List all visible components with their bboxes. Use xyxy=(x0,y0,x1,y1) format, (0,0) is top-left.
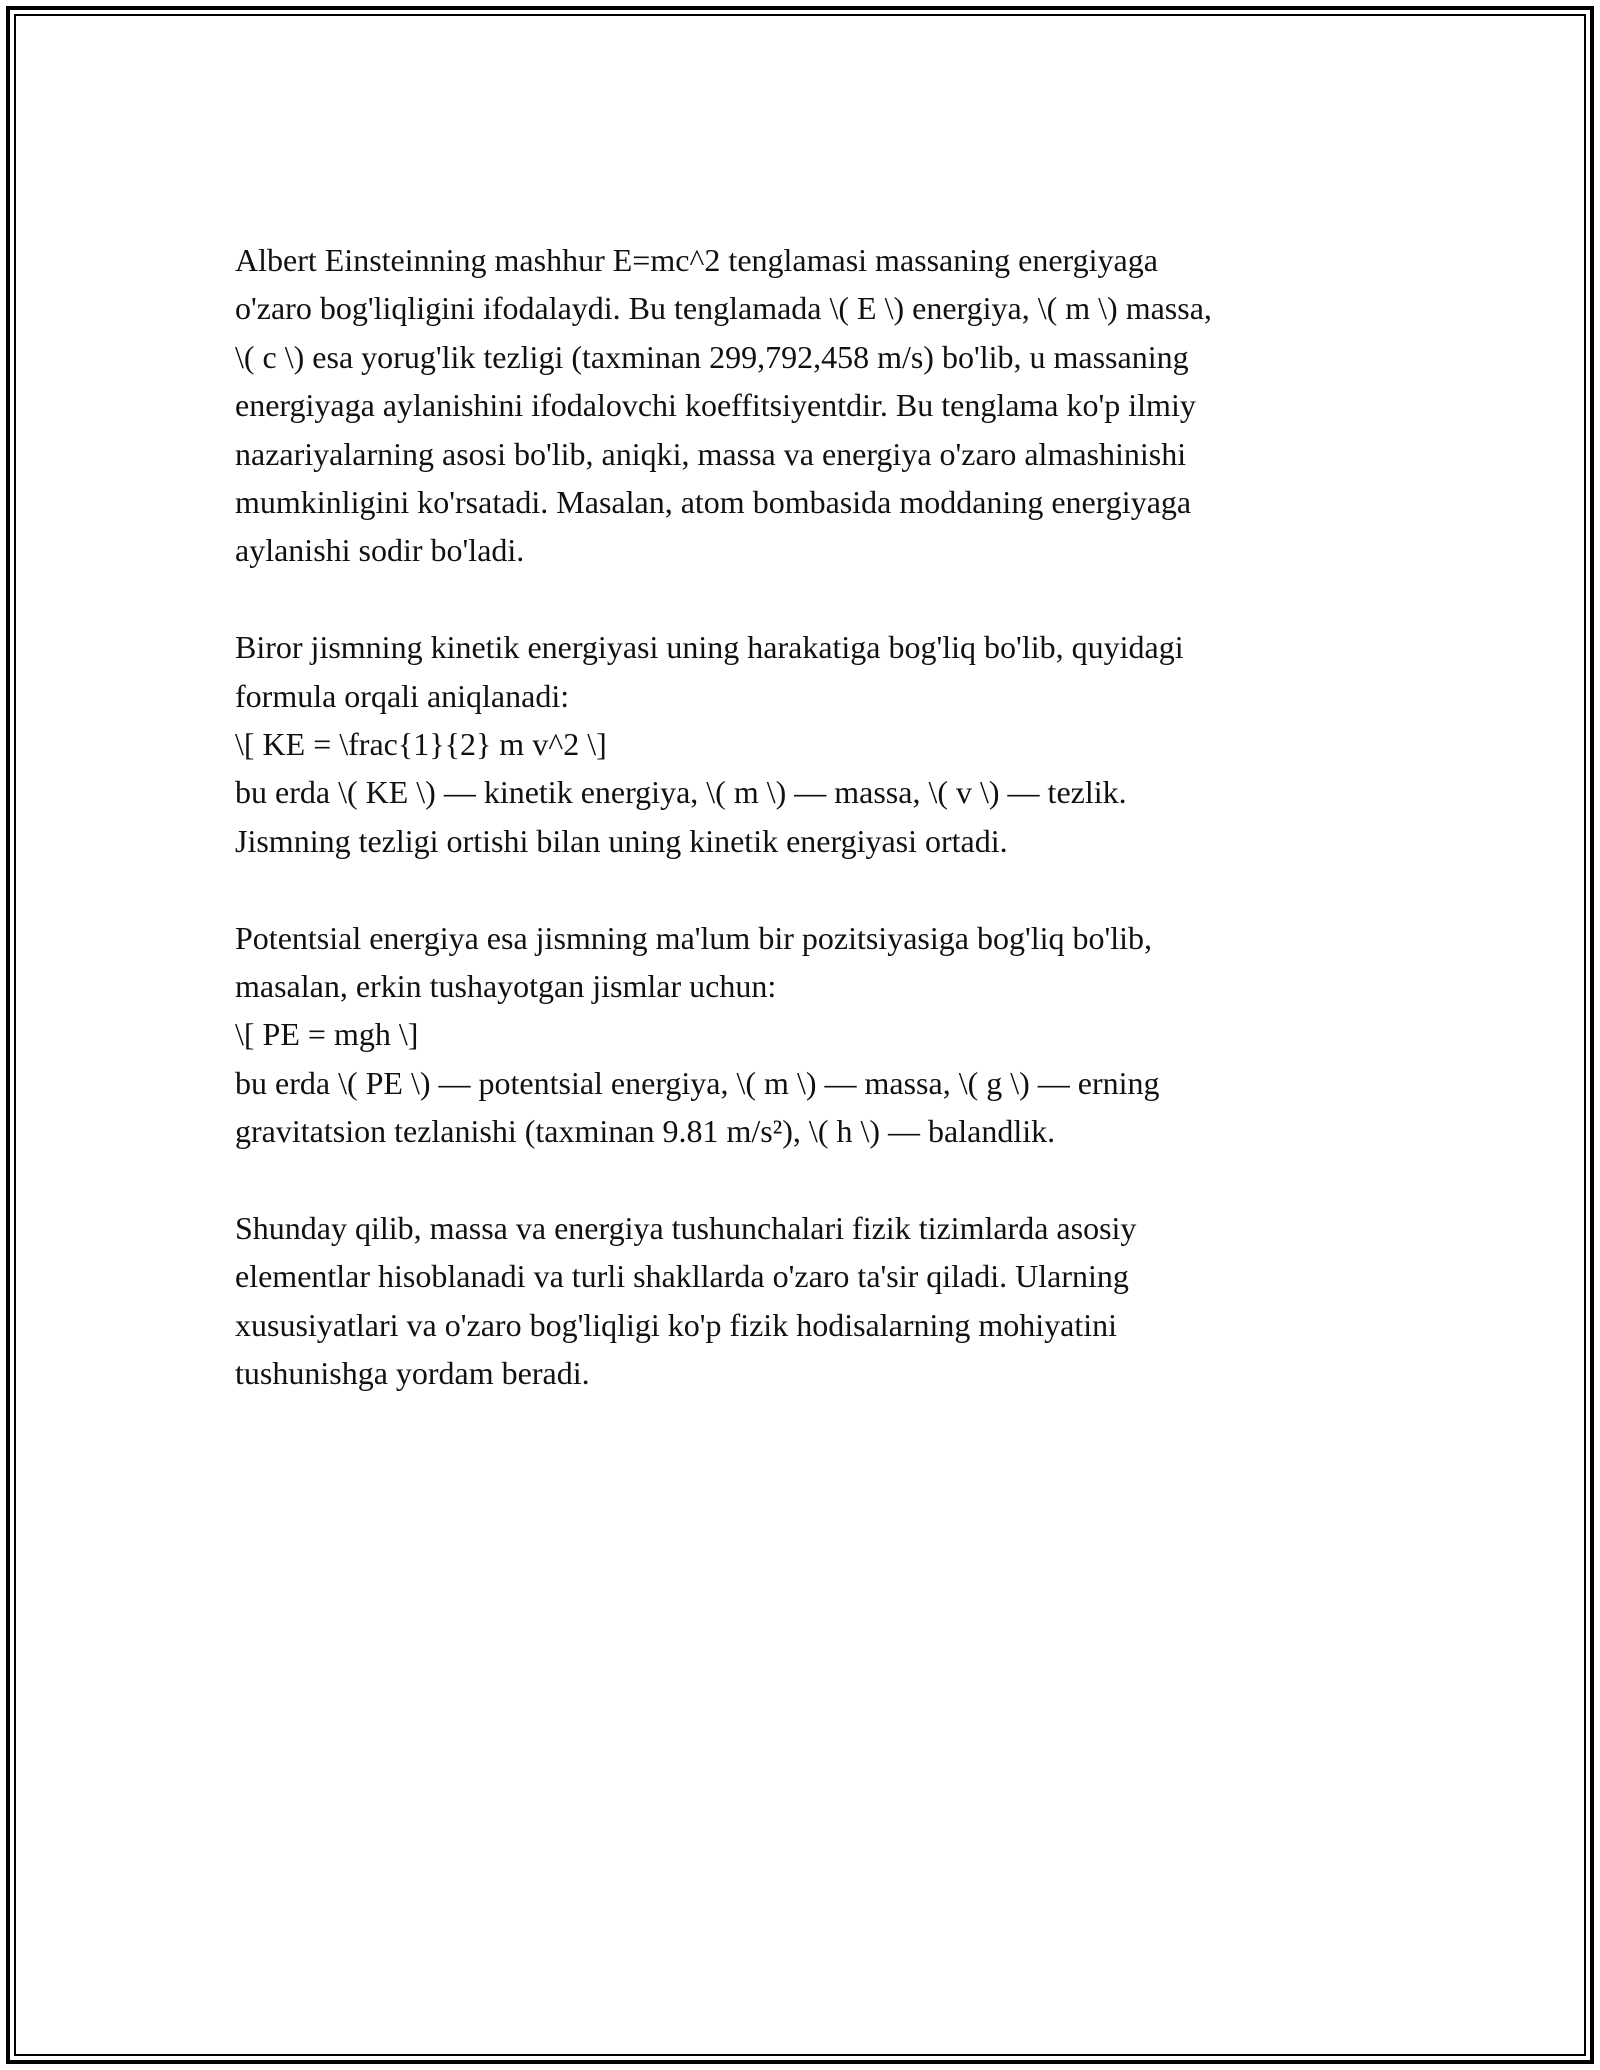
document-body xyxy=(235,236,1385,1446)
paragraph-kinetic-energy: Biror jismning kinetik energiyasi uning harakatiga bog'liq bo'lib, quyidagi formula orqali aniqlanadi: \[ KE = \frac{1}{2} m v^2 \] bu erda \( KE \) — kinetik energiya, \( m \) — massa, \( v \) — tezlik. Jismning tezligi ortishi bilan uning kinetik energiyasi ortadi. xyxy=(235,629,1184,859)
paragraph-einstein: Albert Einsteinning mashhur E=mc^2 tenglamasi massaning energiyaga o'zaro bog'liqligini ifodalaydi. Bu tenglamada \( E \) energiya, \( m \) massa, \( c \) esa yorug'lik tezligi (taxminan 299,792,458 m/s) bo'lib, u massaning energiyaga aylanishini ifodalovchi koeffitsiyentdir. Bu tenglama ko'p ilmiy nazariyalarning asosi bo'lib, aniqki, massa va energiya o'zaro almashinishi mumkinligini ko'rsatadi. Masalan, atom bombasida moddaning energiyaga aylanishi sodir bo'ladi. xyxy=(235,242,1212,569)
paragraph-potential-energy: Potentsial energiya esa jismning ma'lum bir pozitsiyasiga bog'liq bo'lib, masalan, erkin tushayotgan jismlar uchun: \[ PE = mgh \] bu erda \( PE \) — potentsial energiya, \( m \) — massa, \( g \) — erning gravitatsion tezlanishi (taxminan 9.81 m/s²), \( h \) — balandlik. xyxy=(235,919,1160,1150)
paragraph-conclusion: Shunday qilib, massa va energiya tushunchalari fizik tizimlarda asosiy elementlar hisoblanadi va turli shakllarda o'zaro ta'sir qiladi. Ularning xususiyatlari va o'zaro bog'liqligi ko'p fizik hodisalarning mohiyatini tushunishga yordam beradi. xyxy=(235,1210,1137,1392)
